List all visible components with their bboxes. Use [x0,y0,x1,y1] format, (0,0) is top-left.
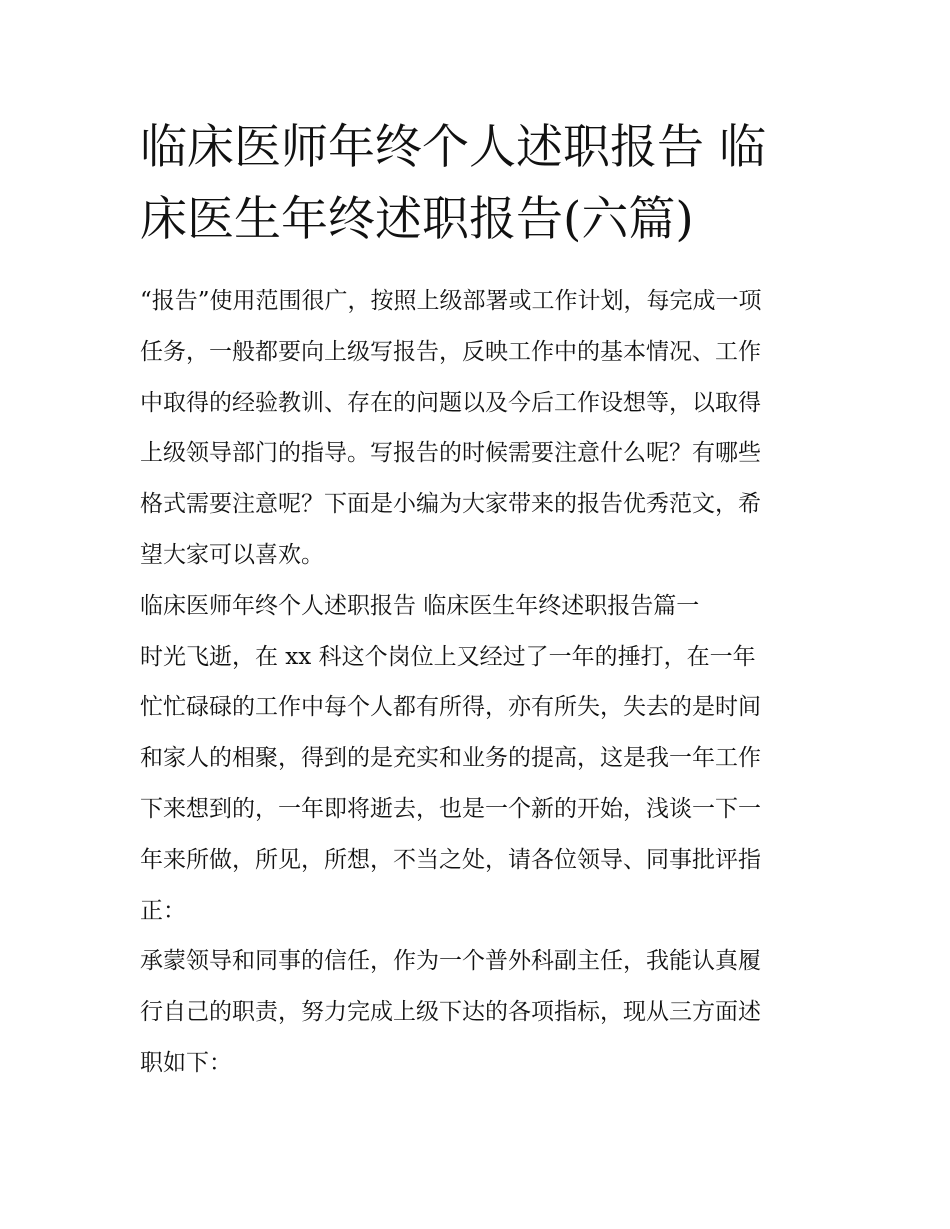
body-line: 时光飞逝，在 xx 科这个岗位上又经过了一年的捶打，在一年 [140,643,756,670]
body-line: 和家人的相聚，得到的是充实和业务的提高，这是我一年工作 [140,745,761,772]
body-line: “报告”使用范围很广，按照上级部署或工作计划，每完成一项 [140,288,762,314]
section-heading: 临床医师年终个人述职报告 临床医生年终述职报告篇一 [140,592,700,619]
title-line: 床医生年终述职报告(六篇) [140,192,694,247]
body-line: 职如下： [140,1049,232,1076]
document-title [140,112,820,256]
body-line: 望大家可以喜欢。 [140,541,324,568]
body-line: 正： [140,897,186,924]
title-line: 临床医师年终个人述职报告 临 [140,120,766,175]
body-line: 下来想到的，一年即将逝去，也是一个新的开始，浅谈一下一 [140,795,761,822]
body-line: 承蒙领导和同事的信任，作为一个普外科副主任，我能认真履 [140,948,761,975]
body-line: 行自己的职责，努力完成上级下达的各项指标，现从三方面述 [140,999,761,1026]
body-line: 上级领导部门的指导。写报告的时候需要注意什么呢？有哪些 [140,440,761,467]
body-line: 年来所做，所见，所想，不当之处，请各位领导、同事批评指 [140,846,761,873]
body-line: 忙忙碌碌的工作中每个人都有所得，亦有所失，失去的是时间 [140,694,761,721]
document-body [140,276,830,1089]
body-line: 格式需要注意呢？下面是小编为大家带来的报告优秀范文，希 [140,491,761,518]
body-line: 中取得的经验教训、存在的问题以及今后工作设想等，以取得 [140,389,761,416]
body-line: 任务，一般都要向上级写报告，反映工作中的基本情况、工作 [140,338,761,365]
